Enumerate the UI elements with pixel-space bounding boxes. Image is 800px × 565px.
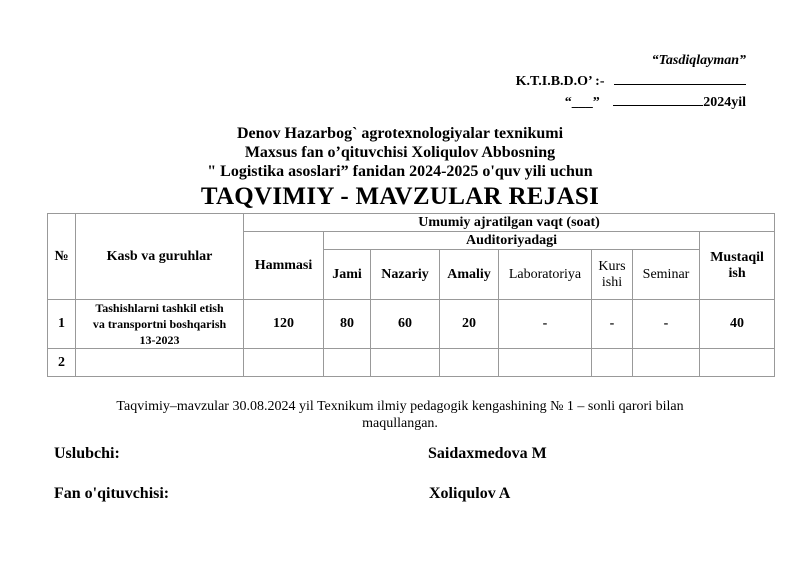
header-independent-line1: Mustaqil: [710, 249, 764, 265]
empty-cell: [440, 349, 499, 377]
table-row: [48, 300, 775, 349]
row-seminar: -: [633, 300, 700, 349]
header-all: Hammasi: [244, 232, 324, 300]
header-seminar: Seminar: [633, 250, 700, 300]
approval-block: [516, 52, 746, 112]
row-all: 120: [244, 300, 324, 349]
header-course-work-line1: Kurs: [598, 258, 626, 274]
empty-cell: [633, 349, 700, 377]
row-group: [76, 300, 244, 349]
header-groups: Kasb va guruhlar: [76, 214, 244, 300]
empty-cell: [700, 349, 775, 377]
methodist-label: Uslubchi:: [54, 445, 120, 462]
row-jami: 80: [324, 300, 371, 349]
header-no: №: [48, 214, 76, 300]
heading-institution: Denov Hazarbog` agrotexnologiyalar texnikumi: [236, 125, 564, 142]
approval-note-line2: maqullangan.: [362, 416, 438, 431]
row-no: 2: [48, 349, 76, 377]
header-independent-line2: ish: [728, 265, 746, 281]
row-lab: -: [499, 300, 592, 349]
row-group-line3: 13-2023: [139, 333, 180, 347]
empty-cell: [371, 349, 440, 377]
header-independent: [700, 232, 775, 300]
approval-note-line1: Taqvimiy–mavzular 30.08.2024 yil Texnikum ilmiy pedagogik kengashining № 1 – sonli qarori bilan: [116, 399, 684, 414]
approval-note: [0, 398, 800, 432]
header-lab: Laboratoriya: [499, 250, 592, 300]
methodist-name: Saidaxmedova M: [428, 445, 547, 462]
row-group-line1: Tashishlarni tashkil etish: [95, 301, 224, 315]
page-title: TAQVIMIY - MAVZULAR REJASI: [200, 183, 600, 210]
document-heading: [0, 124, 800, 181]
row-independent: 40: [700, 300, 775, 349]
header-nazariy: Nazariy: [371, 250, 440, 300]
approval-date-prefix: “___”: [564, 95, 600, 110]
header-total-time: Umumiy ajratilgan vaqt (soat): [244, 214, 775, 232]
empty-cell: [324, 349, 371, 377]
header-course-work: [592, 250, 633, 300]
row-no: 1: [48, 300, 76, 349]
empty-cell: [499, 349, 592, 377]
header-amaliy: Amaliy: [440, 250, 499, 300]
table-row: [48, 349, 775, 377]
approval-year: 2024yil: [703, 95, 746, 110]
header-auditorium: Auditoriyadagi: [324, 232, 700, 250]
row-group-line2: va transportni boshqarish: [92, 317, 227, 331]
header-jami: Jami: [324, 250, 371, 300]
schedule-table: [47, 213, 775, 377]
heading-subject: " Logistika asoslari” fanidan 2024-2025 o'quv yili uchun: [207, 163, 593, 180]
approval-org: K.T.I.B.D.O’ :-: [515, 74, 605, 89]
approval-org-line: [516, 70, 746, 91]
empty-cell: [76, 349, 244, 377]
row-amaliy: 20: [440, 300, 499, 349]
empty-cell: [244, 349, 324, 377]
approval-date-line: [516, 91, 746, 112]
heading-teacher: Maxsus fan o’qituvchisi Xoliqulov Abbosning: [244, 144, 556, 161]
empty-cell: [592, 349, 633, 377]
teacher-name: Xoliqulov A: [429, 485, 511, 502]
row-nazariy: 60: [371, 300, 440, 349]
row-course-work: -: [592, 300, 633, 349]
approval-title: “Tasdiqlayman”: [651, 53, 746, 68]
date-line: [613, 91, 703, 106]
teacher-label: Fan o'qituvchisi:: [54, 485, 170, 502]
signature-line: [614, 70, 746, 85]
header-course-work-line2: ishi: [601, 274, 623, 290]
